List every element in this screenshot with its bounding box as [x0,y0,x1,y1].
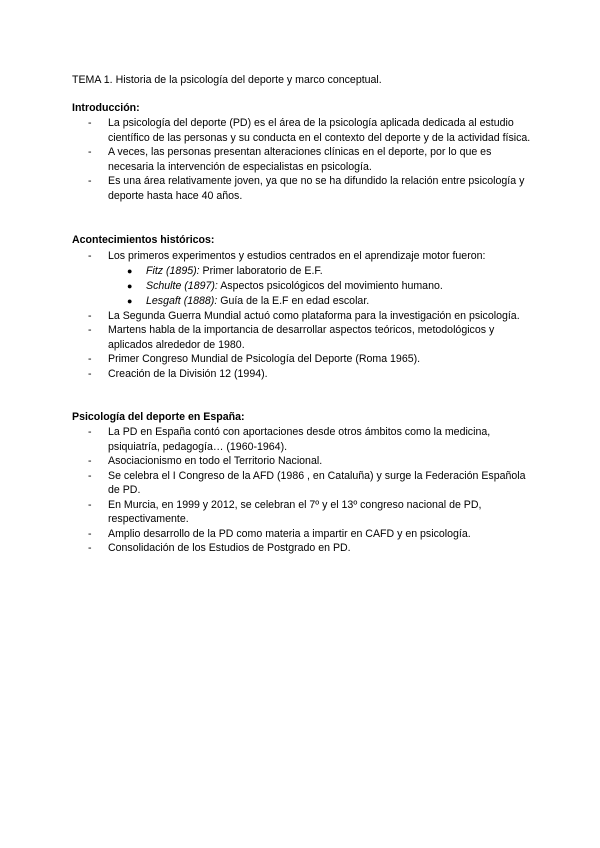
author-name: Fitz (1895): [146,264,200,277]
history-heading: Acontecimientos históricos: [72,234,215,246]
spain-list [88,425,538,556]
history-list [88,249,538,381]
item-text: Primer Congreso Mundial de Psicología del Deporte (Roma 1965). [108,353,421,365]
spain-heading: Psicología del deporte en España: [72,411,245,423]
author-name: Lesgaft (1888): [146,294,218,307]
item-text: Los primeros experimentos y estudios centrados en el aprendizaje motor fueron: [108,250,486,262]
bullet-icon: ● [127,295,133,306]
list-item: - Consolidación de los Estudios de Postgrado en PD. [88,542,351,554]
list-item: - La Segunda Guerra Mundial actuó como plataforma para la investigación en psicología. [88,309,520,322]
item-text: Amplio desarrollo de la PD como materia a impartir en CAFD y en psicología. [108,527,471,540]
item-text: En Murcia, en 1999 y 2012, se celebran el 7º y el 13º congreso nacional de PD, respectivamente. [108,498,482,525]
item-text: Consolidación de los Estudios de Postgrado en PD. [108,542,351,554]
document-title: TEMA 1. Historia de la psicología del deporte y marco conceptual. [72,74,382,86]
item-text: Es una área relativamente joven, ya que no se ha difundido la relación entre psicología y deporte hasta hace 40 años. [108,175,525,202]
sub-item-text: Aspectos psicológicos del movimiento humano. [217,279,443,292]
sub-item-text: Guía de la E.F en edad escolar. [217,294,370,307]
item-text: Asociacionismo en todo el Territorio Nacional. [108,455,323,467]
list-item: - Es una área relativamente joven, ya que no se ha difundido la relación entre psicología y deporte hasta hace 40 años. [88,175,525,202]
list-item: - En Murcia, en 1999 y 2012, se celebran el 7º y el 13º congreso nacional de PD, respectivamente. [88,498,482,525]
item-text: Martens habla de la importancia de desarrollar aspectos teóricos, metodológicos y aplicados alrededor de 1980. [108,324,495,351]
item-text: La psicología del deporte (PD) es el área de la psicología aplicada dedicada al estudio científico de las personas y su conducta en el contexto del deporte y de la actividad física. [108,117,531,144]
sub-list-item [127,264,538,279]
sub-list-item [127,279,538,294]
item-text: La PD en España contó con aportaciones desde otros ámbitos como la medicina, psiquiatría, pedagogía… (1960-1964). [108,426,491,453]
list-item: - La psicología del deporte (PD) es el área de la psicología aplicada dedicada al estudio científico de las personas y su conducta en el contexto del deporte y de la actividad física. [88,117,531,144]
item-text: A veces, las personas presentan alteraciones clínicas en el deporte, por lo que es necesaria la intervención de especialistas en psicología. [108,146,492,173]
intro-list [88,116,538,203]
bullet-icon: ● [127,265,133,276]
bullet-icon: ● [127,280,133,291]
intro-heading: Introducción: [72,102,140,114]
list-item: - Amplio desarrollo de la PD como materia a impartir en CAFD y en psicología. [88,527,471,540]
sub-list-item [127,294,538,309]
list-item: - Martens habla de la importancia de desarrollar aspectos teóricos, metodológicos y aplicados alrededor de 1980. [88,324,495,351]
list-item: - La PD en España contó con aportaciones desde otros ámbitos como la medicina, psiquiatría, pedagogía… (1960-1964). [88,426,491,453]
item-text: Creación de la División 12 (1994). [108,367,268,380]
list-item: - Primer Congreso Mundial de Psicología del Deporte (Roma 1965). [88,353,421,365]
list-item: - A veces, las personas presentan alteraciones clínicas en el deporte, por lo que es necesaria la intervención de especialistas en psicología. [88,146,492,173]
author-name: Schulte (1897): [146,279,218,292]
list-item: - Se celebra el I Congreso de la AFD (1986 , en Cataluña) y surge la Federación Española de PD. [88,469,526,496]
item-text: Se celebra el I Congreso de la AFD (1986 , en Cataluña) y surge la Federación Española de PD. [108,469,526,496]
history-sublist [108,264,538,309]
list-item: - Creación de la División 12 (1994). [88,367,268,380]
item-text: La Segunda Guerra Mundial actuó como plataforma para la investigación en psicología. [108,309,520,322]
list-item: - Asociacionismo en todo el Territorio Nacional. [88,455,323,467]
sub-item-text: Primer laboratorio de E.F. [199,264,323,277]
list-item: - Los primeros experimentos y estudios centrados en el aprendizaje motor fueron: ● Fitz (1895): Primer laboratorio de E.F. ● Schulte (1897): Aspectos psicológicos del movimiento humano. ● Lesgaft (1888): Guía de la E.F en edad escolar. [88,249,538,309]
